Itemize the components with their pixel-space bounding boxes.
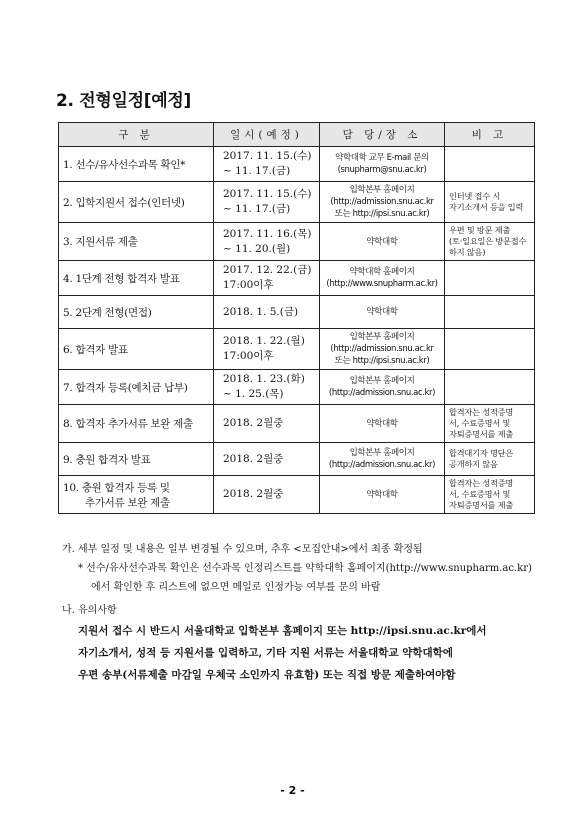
row-date-line: 2018. 1. 23.(화) bbox=[223, 373, 305, 385]
row-place-line: 약학대학 홈페이지 bbox=[349, 267, 415, 277]
row-place bbox=[320, 370, 445, 405]
row-note bbox=[445, 443, 535, 476]
row-note-line: 합격대기자 명단은 bbox=[449, 448, 514, 458]
row-date-line: 17:00이후 bbox=[223, 279, 274, 291]
header-date: 일시(예정) bbox=[214, 123, 320, 147]
table-row bbox=[59, 329, 535, 370]
table-row bbox=[59, 223, 535, 261]
row-date bbox=[214, 405, 320, 443]
row-note-line: 합격자는 성적증명 bbox=[449, 478, 514, 488]
row-item-line: 7. 합격자 등록(예치금 납부) bbox=[63, 381, 188, 394]
row-place bbox=[320, 476, 445, 514]
page-number: - 2 - bbox=[280, 784, 305, 797]
row-item bbox=[59, 296, 214, 329]
row-note-line: 하지 않음) bbox=[449, 247, 486, 257]
row-item-line: 8. 합격자 추가서류 보완 제출 bbox=[63, 418, 193, 430]
row-date-line: 2018. 1. 22.(월) bbox=[223, 335, 305, 347]
row-place-line: 약학대학 bbox=[366, 418, 398, 429]
table-row bbox=[59, 476, 535, 514]
row-place bbox=[320, 182, 445, 223]
row-date-line: 2018. 2월중 bbox=[223, 488, 284, 500]
table-row bbox=[59, 370, 535, 405]
row-date bbox=[214, 223, 320, 261]
row-place-line: (http://www.snupharm.ac.kr) bbox=[326, 279, 438, 289]
row-item bbox=[59, 182, 214, 223]
row-date-line: 2018. 2월중 bbox=[223, 452, 284, 465]
row-note bbox=[445, 147, 535, 182]
row-date-line: ~ 11. 20.(월) bbox=[223, 242, 291, 255]
row-date bbox=[214, 147, 320, 182]
row-item-line: 9. 충원 합격자 발표 bbox=[63, 453, 151, 466]
row-item bbox=[59, 261, 214, 296]
table-row bbox=[59, 261, 535, 296]
row-date-line: 2017. 11. 16.(목) bbox=[223, 227, 312, 240]
row-date-line: ~ 1. 25.(목) bbox=[223, 388, 284, 400]
row-place-line: 또는 http://ipsi.snu.ac.kr) bbox=[334, 209, 430, 219]
row-note-line: 자퇴증명서를 제출 bbox=[449, 429, 514, 439]
row-date bbox=[214, 182, 320, 223]
row-place-line: 약학대학 bbox=[366, 307, 398, 317]
row-place-line: (http://admission.snu.ac.kr bbox=[330, 197, 434, 207]
row-item bbox=[59, 223, 214, 261]
row-item bbox=[59, 370, 214, 405]
row-date bbox=[214, 296, 320, 329]
row-date bbox=[214, 370, 320, 405]
row-item-line: 6. 합격자 발표 bbox=[63, 343, 128, 356]
section-heading: 2. 전형일정[예정] bbox=[56, 91, 191, 111]
schedule-table bbox=[58, 122, 535, 514]
row-item bbox=[59, 476, 214, 514]
table-row bbox=[59, 443, 535, 476]
row-date-line: ~ 11. 17.(금) bbox=[223, 203, 291, 215]
row-item bbox=[59, 329, 214, 370]
row-date-line: 2018. 2월중 bbox=[223, 417, 284, 429]
row-place-line: 입학본부 홈페이지 bbox=[349, 185, 415, 195]
row-note-line: 우편 및 방문 제출 bbox=[449, 225, 511, 235]
row-note-line: 인터넷 접수 시 bbox=[449, 191, 501, 201]
row-place-line: 입학본부 홈페이지 bbox=[349, 448, 415, 458]
row-place bbox=[320, 329, 445, 370]
row-place-line: 또는 http://ipsi.snu.ac.kr) bbox=[334, 356, 430, 366]
note-ga-star-2: 에서 확인한 후 리스트에 없으면 메일로 인정가능 여부를 문의 바람 bbox=[91, 582, 381, 593]
row-note bbox=[445, 223, 535, 261]
row-item bbox=[59, 443, 214, 476]
header-category: 구 분 bbox=[59, 123, 214, 147]
row-place bbox=[320, 443, 445, 476]
row-note bbox=[445, 405, 535, 443]
row-date-line: 2017. 11. 15.(수) bbox=[223, 150, 312, 162]
note-ga: 가. 세부 일정 및 내용은 일부 변경될 수 있으며, 추후 <모집안내>에서 최종 확정됨 bbox=[62, 544, 423, 555]
row-note-line: 서, 수료증명서 및 bbox=[449, 418, 511, 428]
row-item-line: 4. 1단계 전형 합격자 발표 bbox=[63, 272, 180, 285]
row-date-line: ~ 11. 17.(금) bbox=[223, 165, 291, 177]
row-note-line: 공개하지 않음 bbox=[449, 459, 498, 469]
header-note: 비 고 bbox=[445, 123, 535, 147]
row-note bbox=[445, 329, 535, 370]
row-place bbox=[320, 405, 445, 443]
table-row bbox=[59, 405, 535, 443]
row-place bbox=[320, 147, 445, 182]
row-date-line: 2017. 12. 22.(금) bbox=[223, 264, 312, 276]
row-place-line: (http://admission.snu.ac.kr) bbox=[328, 460, 436, 470]
row-date-line: 2018. 1. 5.(금) bbox=[223, 305, 299, 318]
table-row bbox=[59, 296, 535, 329]
row-date-line: 2017. 11. 15.(수) bbox=[223, 188, 312, 200]
row-place-line: (http://admission.snu.ac.kr bbox=[330, 344, 434, 354]
row-date bbox=[214, 443, 320, 476]
row-note-line: 서, 수료증명서 및 bbox=[449, 489, 511, 499]
row-date bbox=[214, 329, 320, 370]
notes-section bbox=[62, 540, 532, 686]
row-note-line: 합격자는 성적증명 bbox=[449, 407, 514, 417]
row-place-line: 약학대학 bbox=[366, 236, 398, 247]
row-place-line: (snupharm@snu.ac.kr) bbox=[337, 165, 427, 175]
row-date-line: 17:00이후 bbox=[223, 350, 274, 362]
table-row bbox=[59, 182, 535, 223]
row-item-line: 10. 충원 합격자 등록 및 bbox=[63, 481, 170, 494]
note-na-line-2: 자기소개서, 성적 등 지원서를 입력하고, 기타 지원 서류는 서울대학교 약학대학에 bbox=[78, 647, 453, 659]
note-na: 나. 유의사항 bbox=[62, 605, 117, 616]
row-note bbox=[445, 370, 535, 405]
row-place-line: 약학대학 bbox=[366, 489, 398, 500]
row-date bbox=[214, 261, 320, 296]
row-note bbox=[445, 261, 535, 296]
row-place-line: 약학대학 교무 E-mail 문의 bbox=[335, 153, 429, 163]
note-na-line-1: 지원서 접수 시 반드시 서울대학교 입학본부 홈페이지 또는 http://ipsi.snu.ac.kr에서 bbox=[78, 625, 487, 637]
table-header-row bbox=[59, 123, 535, 147]
row-place bbox=[320, 261, 445, 296]
row-note-line: 자기소개서 등을 입력 bbox=[449, 202, 524, 212]
row-note-line: (토·일요일은 방문접수 bbox=[449, 236, 527, 246]
row-place-line: 입학본부 홈페이지 bbox=[349, 376, 415, 386]
row-item-line: 3. 지원서류 제출 bbox=[63, 236, 138, 248]
row-item bbox=[59, 405, 214, 443]
row-place bbox=[320, 296, 445, 329]
row-date bbox=[214, 476, 320, 514]
note-ga-star-1: * 선수/유사선수과목 확인은 선수과목 인정리스트를 약학대학 홈페이지(http://www.snupharm.ac.kr) bbox=[78, 563, 532, 574]
row-note-line: 자퇴증명서를 제출 bbox=[449, 500, 514, 510]
table-row bbox=[59, 147, 535, 182]
row-note bbox=[445, 182, 535, 223]
row-item bbox=[59, 147, 214, 182]
row-note bbox=[445, 296, 535, 329]
row-item-line: 5. 2단계 전형(면접) bbox=[63, 306, 152, 319]
row-place-line: (http://admission.snu.ac.kr) bbox=[328, 388, 436, 398]
header-place: 담 당/장 소 bbox=[320, 123, 445, 147]
row-place bbox=[320, 223, 445, 261]
row-item-line: 2. 입학지원서 접수(인터넷) bbox=[63, 196, 185, 209]
row-place-line: 입학본부 홈페이지 bbox=[349, 332, 415, 342]
row-item-line: 1. 선수/유사선수과목 확인* bbox=[63, 158, 186, 171]
row-item-line: 추가서류 보완 제출 bbox=[85, 496, 170, 509]
note-na-line-3: 우편 송부(서류제출 마감일 우체국 소인까지 유효함) 또는 직접 방문 제출하여야함 bbox=[78, 669, 456, 681]
row-note bbox=[445, 476, 535, 514]
